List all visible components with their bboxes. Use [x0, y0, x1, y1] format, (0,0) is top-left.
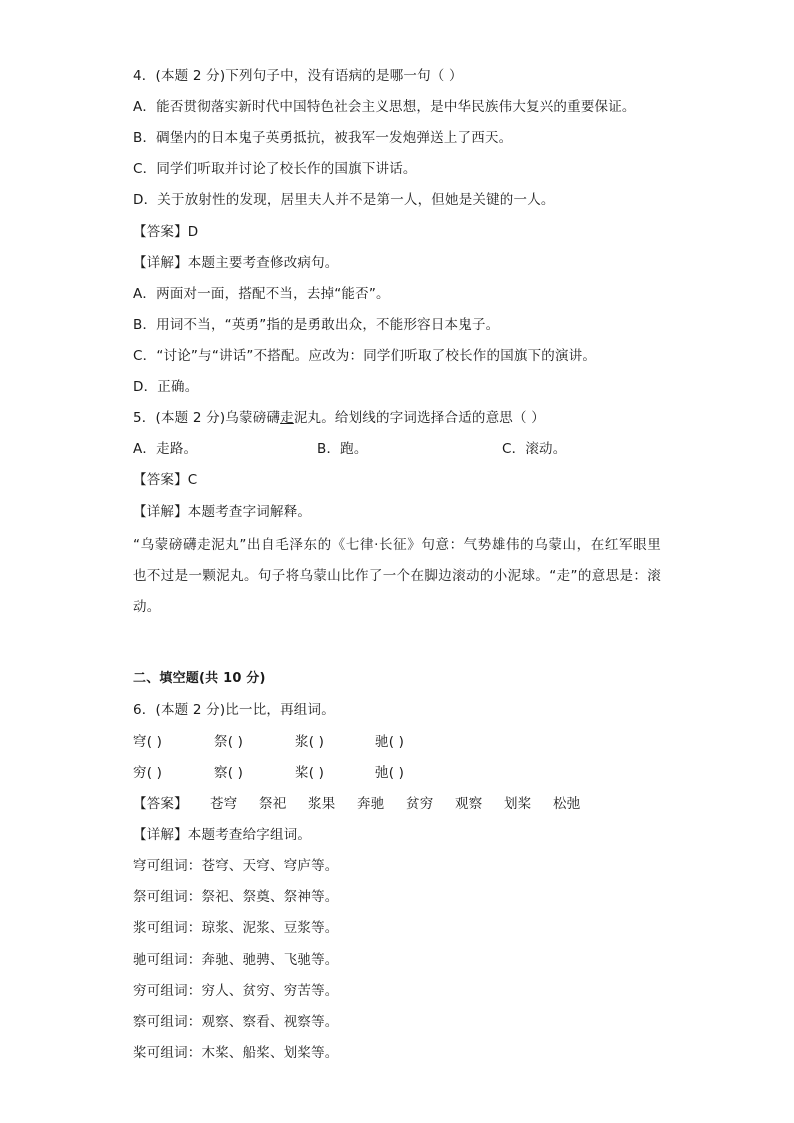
q5-stem-suffix: 泥丸。给划线的字词选择合适的意思（ ）	[293, 410, 545, 426]
q6-detail-line: 浆可组词：琼浆、泥浆、豆浆等。	[133, 920, 339, 936]
q4-detail-a: A．两面对一面，搭配不当，去掉“能否”。	[133, 286, 390, 302]
q5-stem	[133, 409, 545, 427]
q4-detail-title: 【详解】本题主要考查修改病句。	[133, 255, 339, 271]
q6-detail-line: 穹可组词：苍穹、天穹、穹庐等。	[133, 858, 339, 874]
q6-answer-word: 苍穹	[210, 796, 238, 812]
q5-answer: 【答案】C	[133, 472, 198, 488]
q5-underlined-char: 走	[280, 410, 294, 426]
q6-row2-item: 察( )	[214, 765, 244, 781]
q6-row2-item: 弛( )	[375, 765, 405, 781]
q5-option-c: C．滚动。	[502, 441, 567, 457]
q4-detail-d: D．正确。	[133, 379, 199, 395]
q6-row1-item: 祭( )	[214, 734, 244, 750]
q5-option-b: B．跑。	[317, 441, 368, 457]
q6-answer-word: 划桨	[504, 796, 532, 812]
q5-detail-title: 【详解】本题考查字词解释。	[133, 504, 312, 520]
q5-stem-prefix: 5．(本题 2 分)乌蒙磅礴	[133, 410, 281, 426]
q6-detail-line: 桨可组词：木桨、船桨、划桨等。	[133, 1045, 339, 1061]
q4-option-a: A．能否贯彻落实新时代中国特色社会主义思想，是中华民族伟大复兴的重要保证。	[133, 99, 636, 115]
q4-option-d: D．关于放射性的发现，居里夫人并不是第一人，但她是关键的一人。	[133, 192, 555, 208]
section-title: 二、填空题(共 10 分)	[133, 671, 266, 686]
q6-answer-word: 奔驰	[357, 796, 385, 812]
q6-detail-line: 驰可组词：奔驰、驰骋、飞驰等。	[133, 952, 339, 968]
q4-detail-c: C．“讨论”与“讲话”不搭配。应改为：同学们听取了校长作的国旗下的演讲。	[133, 348, 597, 364]
q6-answer-label: 【答案】	[133, 796, 188, 812]
q6-row1-item: 驰( )	[375, 734, 405, 750]
q6-stem: 6．(本题 2 分)比一比，再组词。	[133, 702, 335, 718]
q6-row1-item: 浆( )	[295, 734, 325, 750]
q4-option-b: B．碉堡内的日本鬼子英勇抵抗，被我军一发炮弹送上了西天。	[133, 130, 513, 146]
q6-detail-line: 祭可组词：祭祀、祭奠、祭神等。	[133, 889, 339, 905]
q6-detail-line: 察可组词：观察、察看、视察等。	[133, 1014, 339, 1030]
q4-answer: 【答案】D	[133, 224, 199, 240]
q6-row2-item: 桨( )	[295, 765, 325, 781]
q6-detail-line: 穷可组词：穷人、贫穷、穷苦等。	[133, 983, 339, 999]
q6-answer-word: 贫穷	[406, 796, 434, 812]
q4-detail-b: B．用词不当，“英勇”指的是勇敢出众，不能形容日本鬼子。	[133, 317, 500, 333]
q5-option-a: A．走路。	[133, 441, 198, 457]
q4-option-c: C．同学们听取并讨论了校长作的国旗下讲话。	[133, 161, 417, 177]
q6-detail-title: 【详解】本题考查给字组词。	[133, 827, 312, 843]
q6-answer-word: 祭祀	[259, 796, 287, 812]
q6-answer-word: 松弛	[553, 796, 581, 812]
q4-stem: 4．(本题 2 分)下列句子中，没有语病的是哪一句（ ）	[133, 68, 463, 84]
q6-answer-word: 观察	[455, 796, 483, 812]
q6-row1-item: 穹( )	[133, 734, 163, 750]
q6-answer-word: 浆果	[308, 796, 336, 812]
q5-explanation: “乌蒙磅礴走泥丸”出自毛泽东的《七律·长征》句意：气势雄伟的乌蒙山，在红军眼里也不过是一颗泥丸。句子将乌蒙山比作了一个在脚边滚动的小泥球。“走”的意思是：滚动。	[133, 537, 661, 615]
q6-row2-item: 穷( )	[133, 765, 163, 781]
